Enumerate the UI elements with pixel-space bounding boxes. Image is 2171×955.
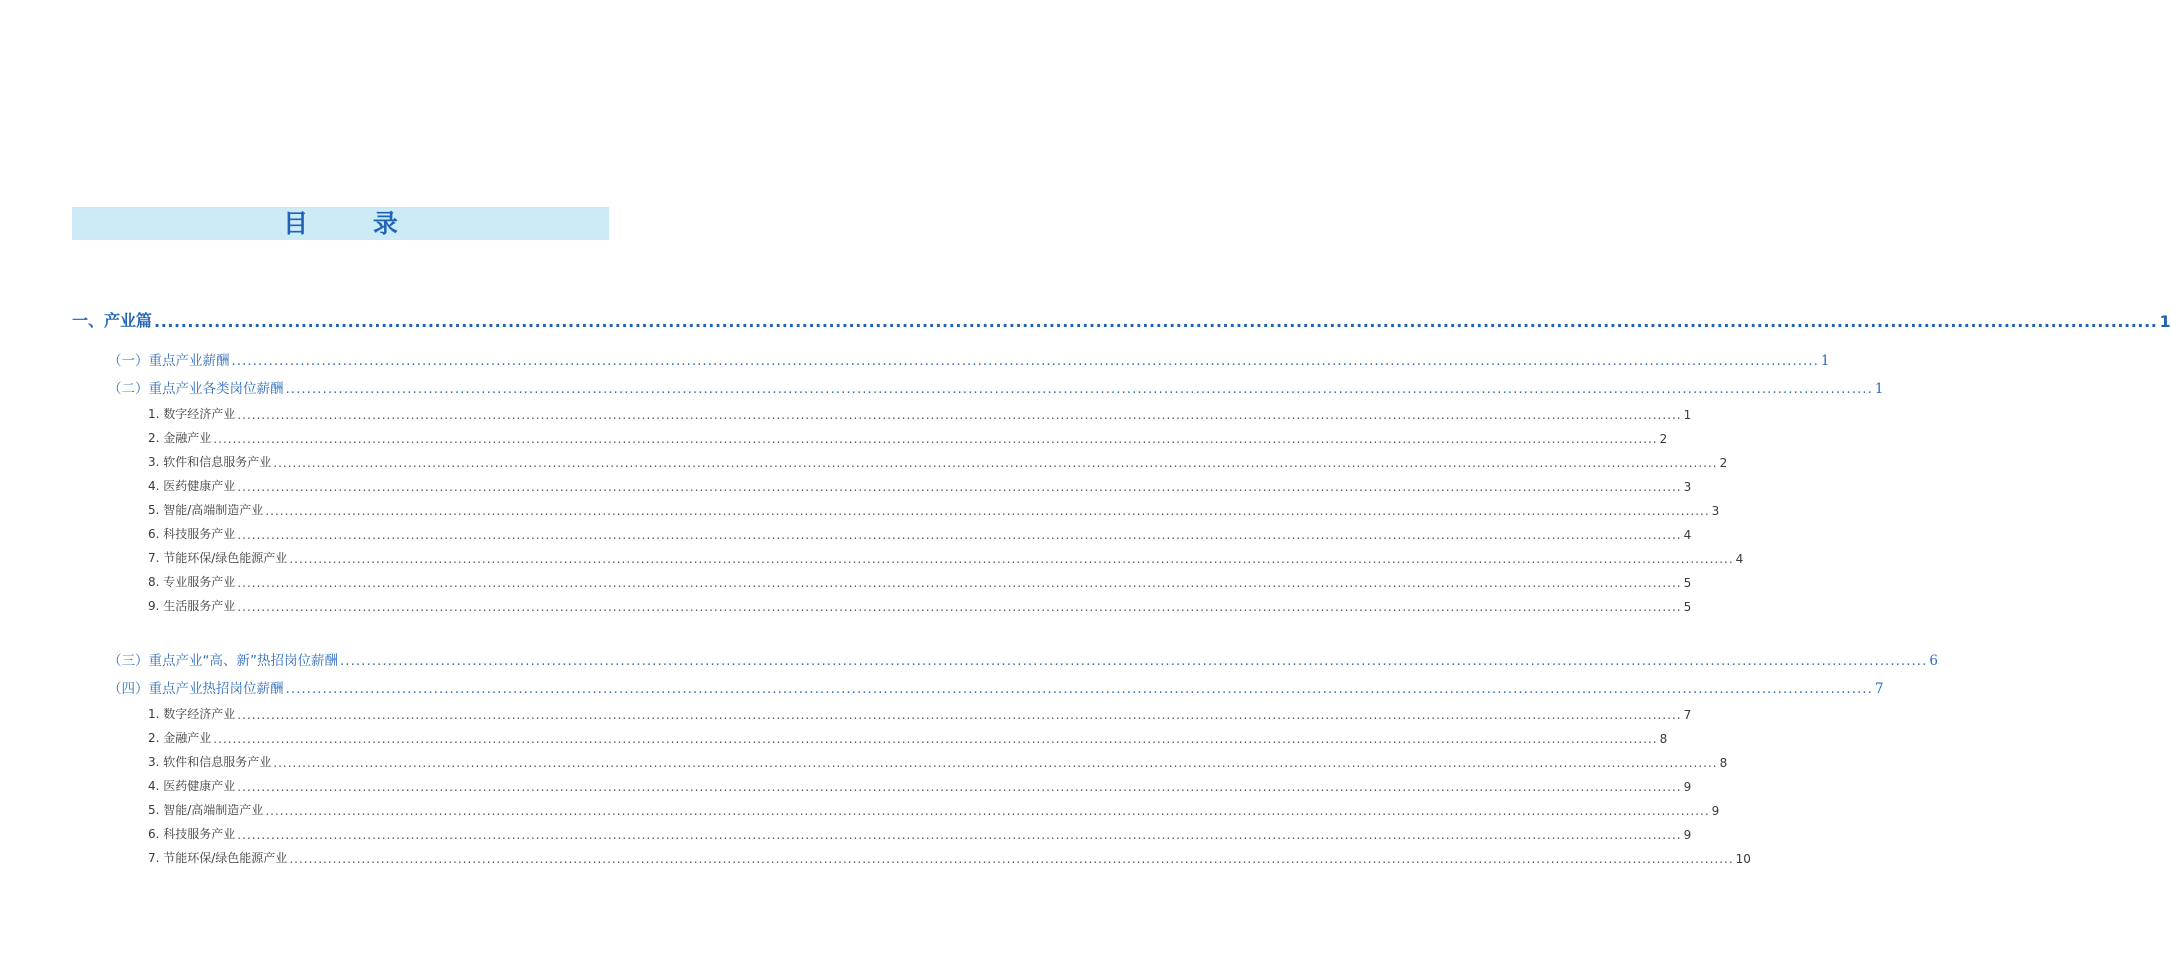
toc-leader-dots: ............................................................................................................................................................................................................................................................................................................ [289, 852, 1734, 866]
toc-entry-subsection[interactable] [148, 549, 1744, 566]
toc-entry-subsection[interactable] [148, 753, 1728, 770]
toc-leader-dots: ............................................................................................................................................................................................................................................................................................................ [237, 480, 1682, 494]
toc-entry-subsection[interactable] [148, 573, 1692, 590]
toc-entry-section[interactable] [108, 649, 1938, 669]
toc-leader-dots: ............................................................................................................................................................................................................................................................................................................ [237, 528, 1682, 542]
toc-entry-subsection[interactable] [148, 501, 1720, 518]
toc-entry-label: 5. 智能/高端制造产业 [148, 503, 264, 517]
toc-entry-label: 1. 数字经济产业 [148, 707, 236, 721]
toc-entry-label: （二）重点产业各类岗位薪酬 [108, 381, 284, 397]
toc-leader-dots: ............................................................................................................................................................................................................................................................................................................ [340, 653, 1928, 669]
toc-leader-dots: ............................................................................................................................................................................................................................................................................................................ [231, 353, 1819, 369]
toc-entry-label: 6. 科技服务产业 [148, 527, 236, 541]
toc-page-number: 5 [1683, 576, 1692, 590]
toc-page-number: 6 [1929, 653, 1938, 669]
toc-entry-section[interactable] [108, 349, 1830, 369]
toc-leader-dots: ............................................................................................................................................................................................................................................................................................................ [213, 732, 1658, 746]
toc-leader-dots: ............................................................................................................................................................................................................................................................................................................ [237, 600, 1682, 614]
toc-leader-dots: ............................................................................................................................................................................................................................................................................................................ [237, 708, 1682, 722]
toc-entry-label: 6. 科技服务产业 [148, 827, 236, 841]
toc-entry-label: 7. 节能环保/绿色能源产业 [148, 551, 288, 565]
toc-page-number: 4 [1683, 528, 1692, 542]
toc-page-number: 4 [1735, 552, 1744, 566]
toc-leader-dots: ............................................................................................................................................................................................................................................................................................................ [237, 408, 1682, 422]
toc-entry-label: 4. 医药健康产业 [148, 479, 236, 493]
toc-page-number: 8 [1659, 732, 1668, 746]
toc-entry-label: （四）重点产业热招岗位薪酬 [108, 681, 284, 697]
toc-entry-section[interactable] [108, 677, 1884, 697]
toc-leader-dots: ............................................................................................................................................................................................................................................................................................................ [237, 576, 1682, 590]
toc-page-number: 10 [1735, 852, 1751, 866]
toc-leader-dots: ............................................................................................................................................................................................................................................................................................................ [289, 552, 1734, 566]
toc-leader-dots: ............................................................................................................................................................................................................................................................................................................ [273, 456, 1718, 470]
toc-entry-label: 3. 软件和信息服务产业 [148, 455, 272, 469]
toc-entry-label: 8. 专业服务产业 [148, 575, 236, 589]
toc-entry-label: 2. 金融产业 [148, 731, 212, 745]
toc-page-number: 1 [2159, 312, 2171, 331]
toc-page-number: 1 [1874, 381, 1884, 397]
toc-entry-subsection[interactable] [148, 777, 1692, 794]
toc-entry-label: 7. 节能环保/绿色能源产业 [148, 851, 288, 865]
toc-page-number: 9 [1683, 780, 1692, 794]
toc-entry-label: 4. 医药健康产业 [148, 779, 236, 793]
toc-entry-subsection[interactable] [148, 849, 1751, 866]
toc-entry-label: 9. 生活服务产业 [148, 599, 236, 613]
toc-page-number: 5 [1683, 600, 1692, 614]
toc-leader-dots: ............................................................................................................................................................................................................................................................................................................ [237, 828, 1682, 842]
toc-entry-subsection[interactable] [148, 405, 1692, 422]
toc-page-number: 3 [1683, 480, 1692, 494]
toc-leader-dots: ............................................................................................................................................................................................................................................................................................................ [265, 804, 1710, 818]
toc-page-number: 9 [1711, 804, 1720, 818]
toc-page-number: 8 [1719, 756, 1728, 770]
toc-leader-dots: ............................................................................................................................................................................................................................................................................................................ [154, 312, 2158, 331]
toc-leader-dots: ............................................................................................................................................................................................................................................................................................................ [237, 780, 1682, 794]
toc-page-number: 7 [1683, 708, 1692, 722]
toc-page-number: 7 [1874, 681, 1884, 697]
toc-entry-label: 2. 金融产业 [148, 431, 212, 445]
toc-entry-subsection[interactable] [148, 525, 1692, 542]
toc-page-number: 3 [1711, 504, 1720, 518]
toc-entry-subsection[interactable] [148, 801, 1720, 818]
toc-entry-label: 1. 数字经济产业 [148, 407, 236, 421]
toc-entry-subsection[interactable] [148, 597, 1692, 614]
toc-page-number: 2 [1719, 456, 1728, 470]
page-title: 目 录 [283, 209, 426, 238]
toc-entry-subsection[interactable] [148, 825, 1692, 842]
toc-entry-part[interactable] [72, 308, 2171, 331]
toc-entry-label: （一）重点产业薪酬 [108, 353, 230, 369]
toc-entry-section[interactable] [108, 377, 1884, 397]
toc-leader-dots: ............................................................................................................................................................................................................................................................................................................ [265, 504, 1710, 518]
toc-entry-subsection[interactable] [148, 705, 1692, 722]
toc-leader-dots: ............................................................................................................................................................................................................................................................................................................ [285, 681, 1873, 697]
toc-leader-dots: ............................................................................................................................................................................................................................................................................................................ [285, 381, 1873, 397]
toc-entry-label: 3. 软件和信息服务产业 [148, 755, 272, 769]
toc-page-number: 2 [1659, 432, 1668, 446]
toc-page-number: 9 [1683, 828, 1692, 842]
toc-entry-subsection[interactable] [148, 453, 1728, 470]
toc-leader-dots: ............................................................................................................................................................................................................................................................................................................ [213, 432, 1658, 446]
toc-entry-label: 一、产业篇 [72, 311, 153, 330]
toc-entry-subsection[interactable] [148, 429, 1668, 446]
toc-entry-label: 5. 智能/高端制造产业 [148, 803, 264, 817]
toc-leader-dots: ............................................................................................................................................................................................................................................................................................................ [273, 756, 1718, 770]
toc-page-number: 1 [1683, 408, 1692, 422]
toc-entry-subsection[interactable] [148, 729, 1668, 746]
toc-entry-label: （三）重点产业“高、新”热招岗位薪酬 [108, 653, 338, 669]
toc-entry-subsection[interactable] [148, 477, 1692, 494]
toc-title-band [72, 207, 609, 240]
toc-page-number: 1 [1820, 353, 1830, 369]
